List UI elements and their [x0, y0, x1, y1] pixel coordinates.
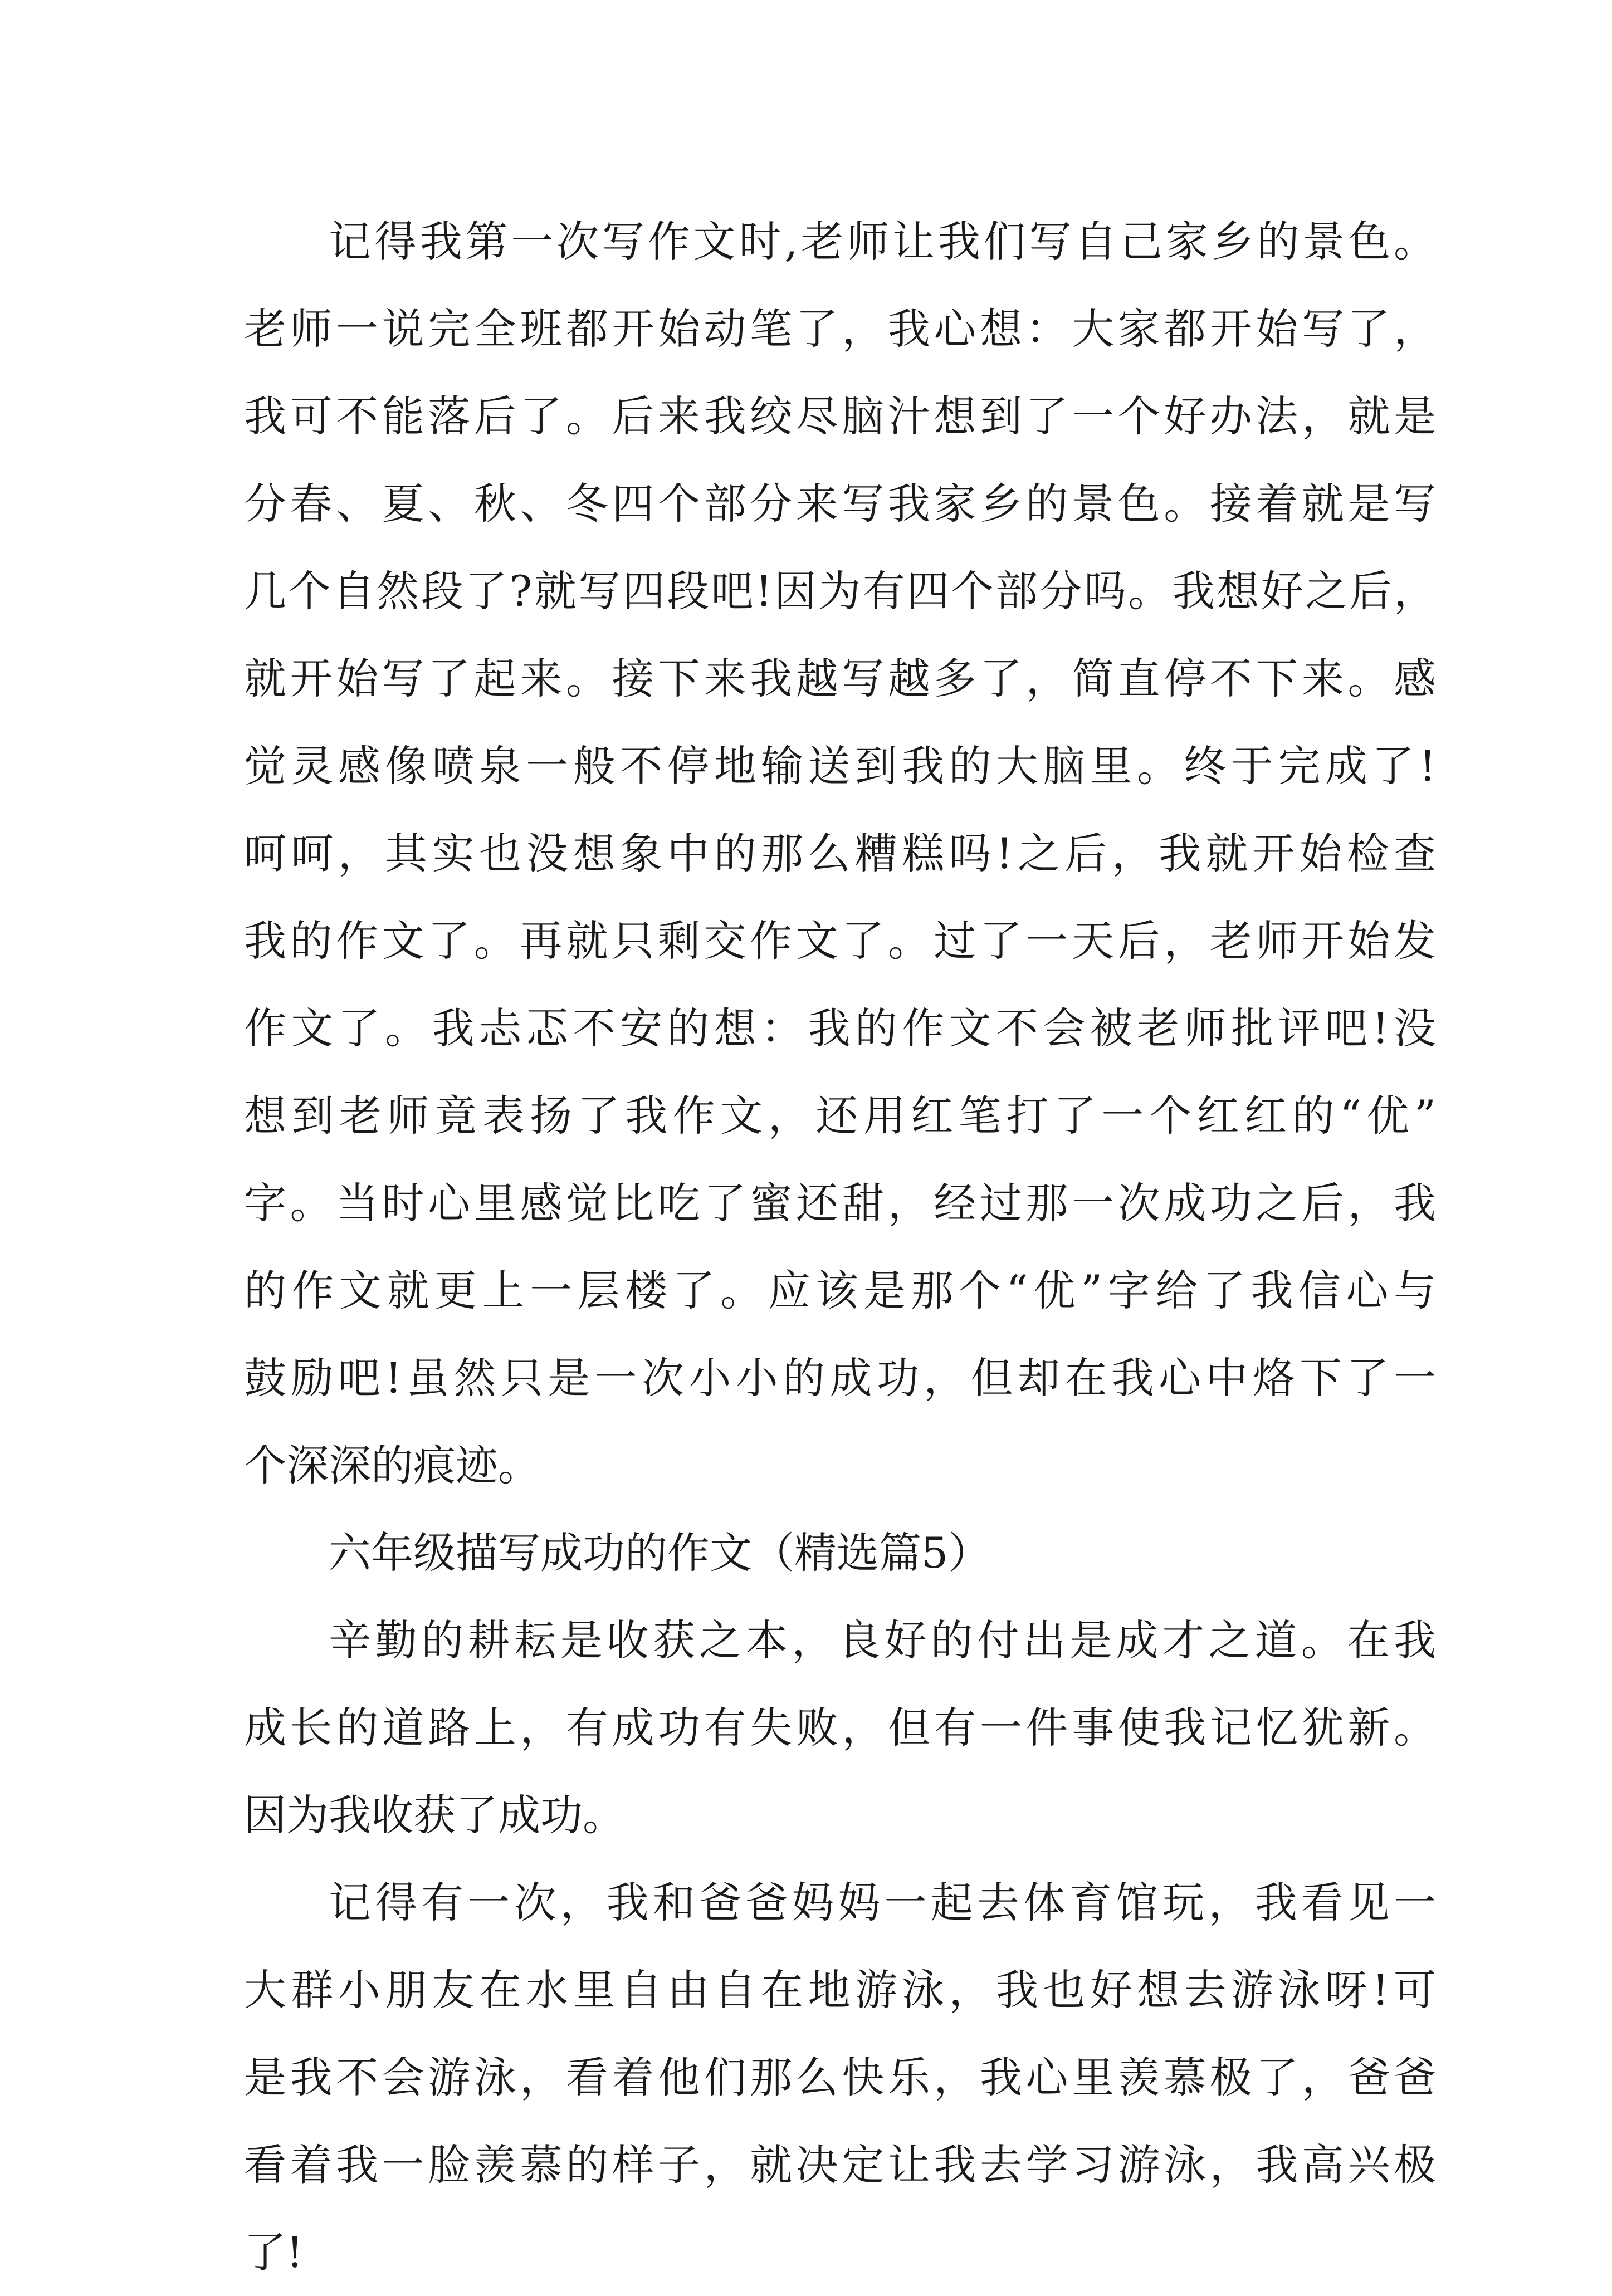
paragraph [244, 1597, 1436, 1859]
text-line: 因为我收获了成功。 [244, 1790, 625, 1840]
text-line: 老师一说完全班都开始动笔了，我心想：大家都开始写了， [244, 304, 1436, 354]
text-line: 成长的道路上，有成功有失败，但有一件事使我记忆犹新。 [244, 1703, 1436, 1752]
text-line: 记得我第一次写作文时,老师让我们写自己家乡的景色。 [329, 217, 1436, 266]
text-line: 就开始写了起来。接下来我越写越多了，简直停不下来。感 [244, 654, 1436, 703]
text-line: 几个自然段了?就写四段吧!因为有四个部分吗。我想好之后， [244, 566, 1436, 616]
text-line: 的作文就更上一层楼了。应该是那个“优”字给了我信心与 [244, 1266, 1436, 1315]
text-line: 看着我一脸羡慕的样子，就决定让我去学习游泳，我高兴极 [244, 2140, 1436, 2190]
text-line: 鼓励吧!虽然只是一次小小的成功，但却在我心中烙下了一 [244, 1353, 1436, 1403]
text-line: 觉灵感像喷泉一般不停地输送到我的大脑里。终于完成了! [244, 741, 1436, 791]
text-line: 作文了。我忐忑不安的想：我的作文不会被老师批评吧!没 [244, 1003, 1436, 1053]
text-line: 想到老师竟表扬了我作文，还用红笔打了一个红红的“优” [244, 1091, 1436, 1140]
text-line: 是我不会游泳，看着他们那么快乐，我心里羡慕极了，爸爸 [244, 2053, 1436, 2102]
text-line: 字。当时心里感觉比吃了蜜还甜，经过那一次成功之后，我 [244, 1178, 1436, 1228]
text-line: 了! [244, 2228, 304, 2277]
text-line: 辛勤的耕耘是收获之本，良好的付出是成才之道。在我 [329, 1615, 1436, 1665]
text-line: 我可不能落后了。后来我绞尽脑汁想到了一个好办法，就是 [244, 391, 1436, 441]
text-line: 记得有一次，我和爸爸妈妈一起去体育馆玩，我看见一 [329, 1878, 1436, 1927]
section-heading: 六年级描写成功的作文（精选篇5） [329, 1528, 991, 1578]
text-line: 大群小朋友在水里自由自在地游泳，我也好想去游泳呀!可 [244, 1965, 1436, 2015]
text-line: 呵呵，其实也没想象中的那么糟糕吗!之后，我就开始检查 [244, 829, 1436, 878]
paragraph [244, 1859, 1436, 2296]
text-line: 个深深的痕迹。 [244, 1441, 540, 1490]
text-line: 分春、夏、秋、冬四个部分来写我家乡的景色。接着就是写 [244, 479, 1436, 528]
paragraph [244, 198, 1436, 1509]
text-line: 我的作文了。再就只剩交作文了。过了一天后，老师开始发 [244, 916, 1436, 966]
document-body [244, 198, 1436, 2296]
